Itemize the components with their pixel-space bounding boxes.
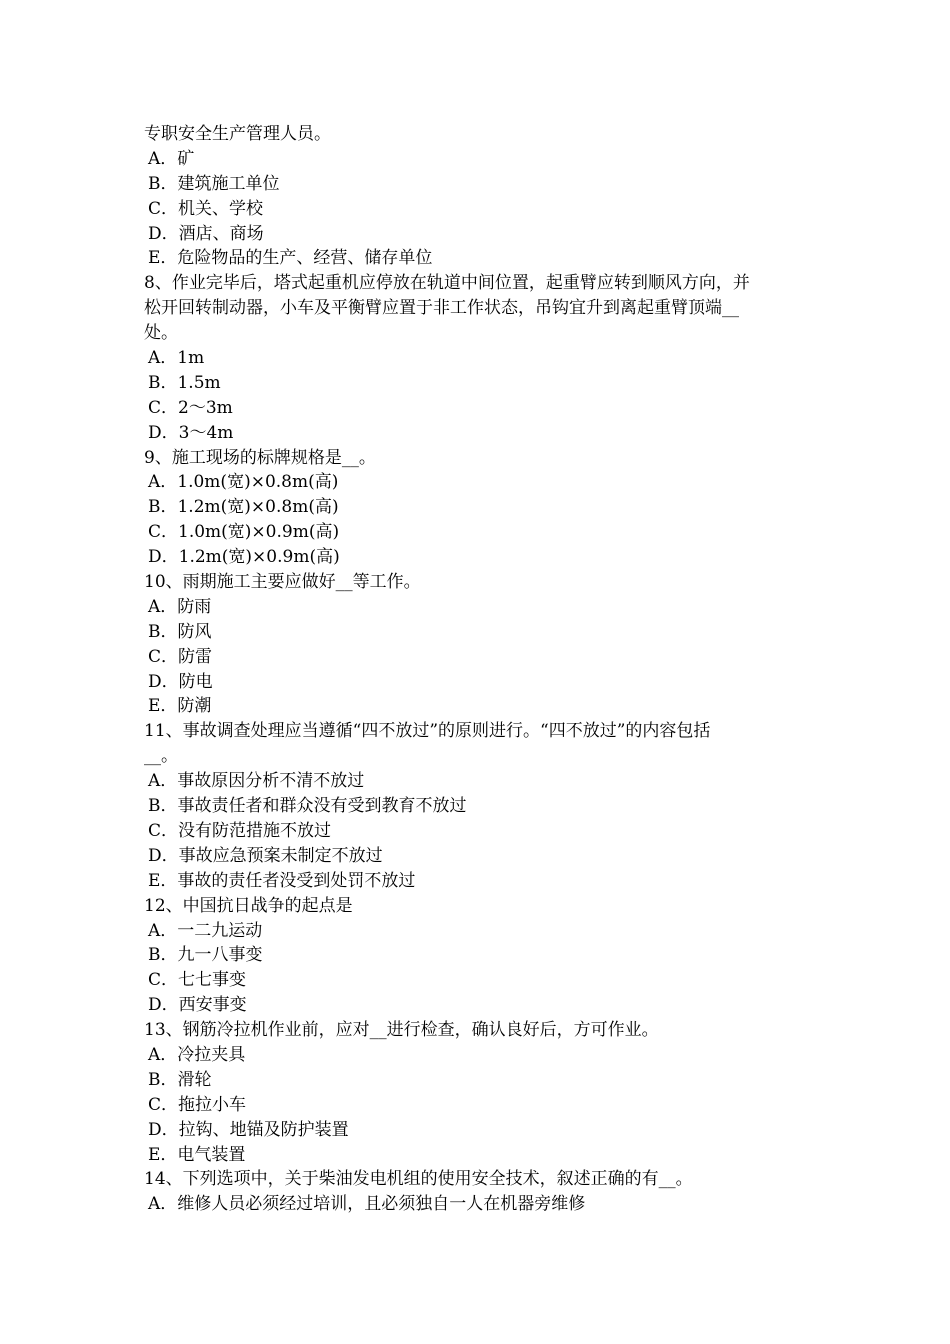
answer-option-line: E．危险物品的生产、经营、储存单位 (148, 248, 433, 269)
answer-option-line: E．事故的责任者没受到处罚不放过 (148, 870, 416, 891)
answer-option-line: B．事故责任者和群众没有受到教育不放过 (148, 796, 467, 817)
answer-option-line: D．防电 (148, 671, 213, 692)
answer-option-line: D．西安事变 (148, 995, 247, 1016)
answer-option-line: C．拖拉小车 (148, 1094, 247, 1115)
question-text-line: 13、钢筋冷拉机作业前，应对__进行检查，确认良好后，方可作业。 (144, 1020, 659, 1041)
answer-option-line: B．1.2m(宽)×0.8m(高) (148, 497, 339, 518)
answer-option-line: A．冷拉夹具 (148, 1044, 246, 1065)
question-text-line: 专职安全生产管理人员。 (144, 124, 331, 144)
answer-option-line: B．九一八事变 (148, 945, 263, 966)
question-text-line: 松开回转制动器，小车及平衡臂应置于非工作状态，吊钩宜升到离起重臂顶端__ (144, 298, 739, 319)
answer-option-line: A．1.0m(宽)×0.8m(高) (148, 472, 339, 493)
answer-option-line: D．酒店、商场 (148, 223, 264, 244)
answer-option-line: D．事故应急预案未制定不放过 (148, 845, 383, 866)
answer-option-line: A．一二九运动 (148, 920, 263, 941)
answer-option-line: A．矿 (148, 148, 195, 169)
answer-option-line: A．防雨 (148, 596, 212, 617)
answer-option-line: D．3～4m (148, 422, 234, 443)
answer-option-line: A．事故原因分析不清不放过 (148, 771, 365, 792)
answer-option-line: C．1.0m(宽)×0.9m(高) (148, 522, 340, 543)
answer-option-line: E．防潮 (148, 696, 212, 717)
question-text-line: 12、中国抗日战争的起点是 (144, 895, 353, 916)
answer-option-line: A．1m (148, 348, 205, 369)
answer-option-line: B．滑轮 (148, 1069, 212, 1090)
answer-option-line: D．拉钩、地锚及防护装置 (148, 1119, 349, 1140)
answer-option-line: A．维修人员必须经过培训，且必须独自一人在机器旁维修 (148, 1194, 586, 1215)
answer-option-line: B．1.5m (148, 372, 221, 393)
question-text-line: 10、雨期施工主要应做好__等工作。 (144, 572, 421, 593)
question-text-line: 处。 (144, 323, 178, 344)
answer-option-line: E．电气装置 (148, 1144, 246, 1165)
answer-option-line: C．2～3m (148, 397, 233, 418)
document-body (144, 122, 814, 1217)
answer-option-line: B．防风 (148, 621, 212, 642)
answer-option-line: D．1.2m(宽)×0.9m(高) (148, 547, 340, 568)
answer-option-line: C．机关、学校 (148, 198, 264, 219)
question-text-line: 11、事故调查处理应当遵循“四不放过”的原则进行。“四不放过”的内容包括 (144, 721, 711, 742)
answer-option-line: C．防雷 (148, 646, 213, 667)
question-text-line: 8、作业完毕后，塔式起重机应停放在轨道中间位置，起重臂应转到顺风方向，并 (144, 273, 750, 294)
answer-option-line: C．七七事变 (148, 970, 247, 991)
question-text-line: __。 (144, 746, 178, 767)
question-text-line: 9、施工现场的标牌规格是__。 (144, 447, 376, 468)
answer-option-line: B．建筑施工单位 (148, 173, 280, 194)
question-text-line: 14、下列选项中，关于柴油发电机组的使用安全技术，叙述正确的有__。 (144, 1169, 693, 1190)
answer-option-line: C．没有防范措施不放过 (148, 820, 332, 841)
